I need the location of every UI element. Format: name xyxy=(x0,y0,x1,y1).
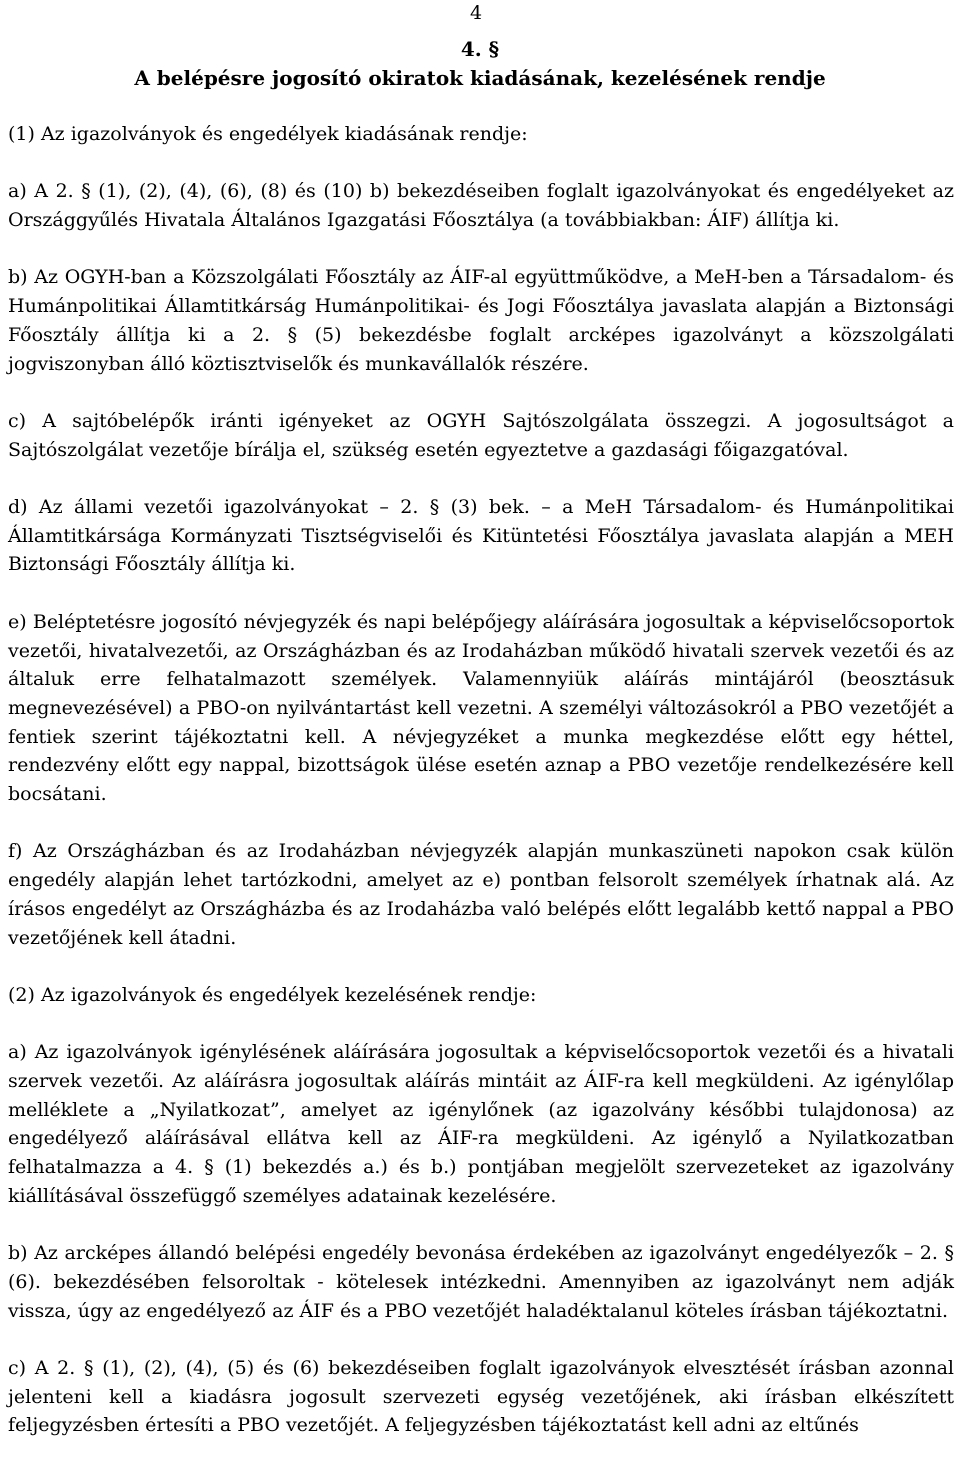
subsection-heading-2: (2) Az igazolványok és engedélyek kezelésének rendje: xyxy=(8,983,537,1006)
paragraph-2c: c) A 2. § (1), (2), (4), (5) és (6) bekezdéseiben foglalt igazolványok elvesztését írásban azonnal jelenteni kell a kiadásra jogosult szervezeti egység vezetőjének, aki írásban elkészített feljegyzésben értesíti a PBO vezetőjét. A feljegyzésben tájékoztatást kell adni az eltűnés xyxy=(8,1357,954,1437)
subsection-heading-1: (1) Az igazolványok és engedélyek kiadásának rendje: xyxy=(8,123,528,145)
paragraph-e: e) Beléptetésre jogosító névjegyzék és napi belépőjegy aláírására jogosultak a képviselőcsoportok vezetői, hivatalvezetői, az Országházban és az Irodaházban működő hivatali szervek vezetői és az általuk erre felhatalmazott személyek. Valamennyiük aláírás mintájáról (beosztásuk megnevezésével) a PBO-on nyilvántartást kell vezetni. A személyi változásokról a PBO vezetőjét a fentiek szerint tájékoztatni kell. A névjegyzéket a munka megkezdése előtt egy héttel, rendezvény előtt egy nappal, bizottságok ülése esetén aznap a PBO vezetője rendelkezésére kell bocsátani. xyxy=(8,610,954,806)
paragraph-a: a) A 2. § (1), (2), (4), (6), (8) és (10) b) bekezdéseiben foglalt igazolványokat és engedélyeket az Országgyűlés Hivatala Általános Igazgatási Főosztálya (a továbbiakban: ÁIF) állítja ki. xyxy=(8,180,954,232)
section-number: 4. § xyxy=(460,37,500,61)
paragraph-c: c) A sajtóbelépők iránti igényeket az OGYH Sajtószolgálata összegzi. A jogosultságot a Sajtószolgálat vezetője bírálja el, szükség esetén egyeztetve a gazdasági főigazgatóval. xyxy=(8,409,954,461)
paragraph-2a: a) Az igazolványok igénylésének aláírására jogosultak a képviselőcsoportok vezetői és a hivatali szervek vezetői. Az aláírásra jogosultak aláírás mintáit az ÁIF-ra kell megküldeni. Az igénylőlap melléklete a „Nyilatkozat”, amelyet az igénylőnek (az igazolvány későbbi tulajdonosa) az engedélyező aláírásával ellátva kell az ÁIF-ra megküldeni. Az igénylő a Nyilatkozatban felhatalmazza a 4. § (1) bekezdés a.) és b.) pontjában megjelölt szervezeteket az igazolvány kiállításával összefüggő személyes adatainak kezelésére. xyxy=(8,1041,954,1207)
paragraph-f: f) Az Országházban és az Irodaházban névjegyzék alapján munkaszüneti napokon csak külön engedély alapján lehet tartózkodni, amelyet az e) pontban felsorolt személyek írhatnak alá. Az írásos engedélyt az Országházba és az Irodaházba való belépés előtt legalább kettő nappal a PBO vezetőjének kell átadni. xyxy=(8,840,954,949)
paragraph-d: d) Az állami vezetői igazolványokat – 2. § (3) bek. – a MeH Társadalom- és Humánpolitikai Államtitkársága Kormányzati Tisztségviselői és Kitüntetési Főosztálya javaslata alapján a MEH Biztonsági Főosztály állítja ki. xyxy=(8,496,954,576)
page-number: 4 xyxy=(470,2,483,24)
paragraph-b: b) Az OGYH-ban a Közszolgálati Főosztály az ÁIF-al együttműködve, a MeH-ben a Társadalom- és Humánpolitikai Államtitkárság Humánpolitikai- és Jogi Főosztálya javaslata alapján a Biztonsági Főosztály állítja ki a 2. § (5) bekezdésbe foglalt arcképes igazolványt a közszolgálati jogviszonyban álló köztisztviselők és munkavállalók részére. xyxy=(8,266,954,375)
document-body xyxy=(8,120,954,1469)
section-title: A belépésre jogosító okiratok kiadásának, kezelésének rendje xyxy=(134,66,826,90)
paragraph-2b: b) Az arcképes állandó belépési engedély bevonása érdekében az igazolványt engedélyezők – 2. § (6). bekezdésében felsoroltak - kötelesek intézkedni. Amennyiben az igazolványt nem adják vissza, úgy az engedélyező az ÁIF és a PBO vezetőjét haladéktalanul köteles írásban tájékoztatni. xyxy=(8,1242,954,1322)
